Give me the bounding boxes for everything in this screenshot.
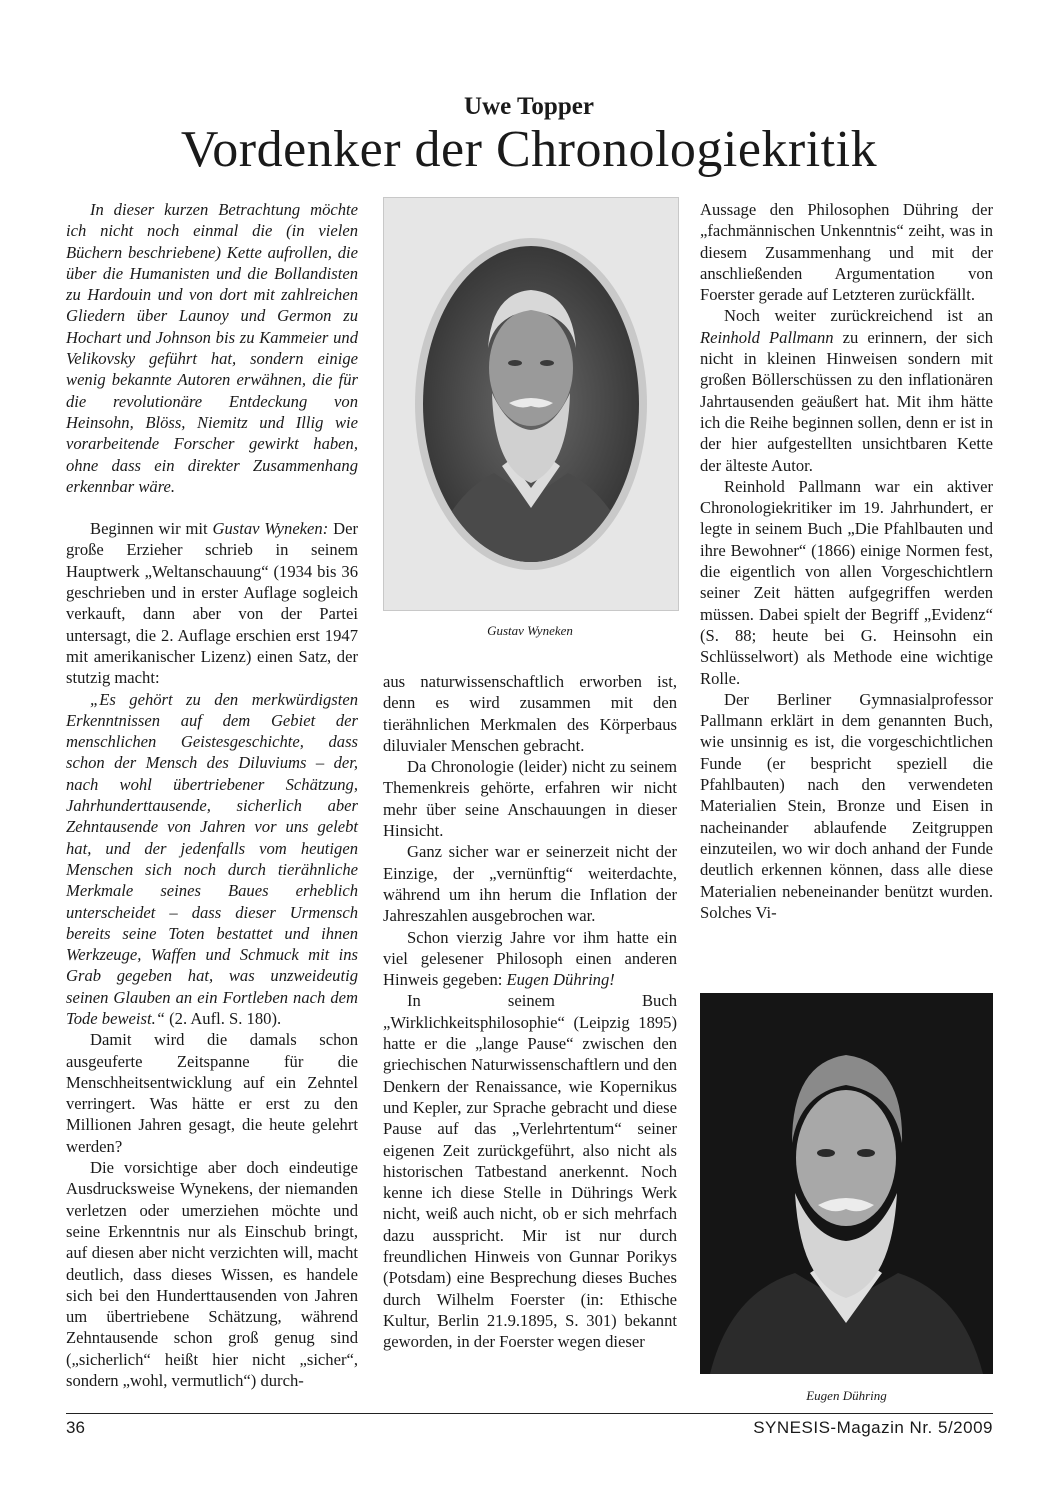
paragraph: In seinem Buch „Wirklichkeitsphilosophie“ (Leipzig 1895) hatte er die „lange Pause“ zwischen den griechischen Naturwissenschaftlern und den Denkern der Renaissance, wie Kopernikus und Kepler, zur Sprache gebracht und diese Pause auf das „Verlehrtentum“ seiner eigenen Zeit zurückgeführt, also nicht als historischen Tatbestand anerkennt. Noch kenne ich diese Stelle in Dührings Werk nicht, weiß auch nicht, ob er sich mehrfach dazu ausspricht. Mir ist nur durch freundlichen Hinweis von Gunnar Porikys (Potsdam) eine Besprechung dieses Buches durch Wilhelm Foerster (in: Ethische Kultur, Berlin 21.9.1895, S. 301) bekannt geworden, in der Foerster wegen dieser [383,991,677,1352]
column-2 [383,671,677,1353]
paragraph: Aussage den Philosophen Dühring der „fachmännischen Unkenntnis“ zeiht, was in diesem Zusammenhang und mit der anschließenden Argumentation von Foerster gerade auf Letzteren zurückfällt. [700,200,993,305]
page-number: 36 [66,1418,85,1437]
article-title: Vordenker der Chronologiekritik [180,121,878,178]
paragraph: Da Chronologie (leider) nicht zu seinem Themenkreis gehörte, erfahren wir nicht mehr über seine Anschauungen in dieser Hinsicht. [383,757,677,841]
paragraph-text: Beginnen wir mit [90,519,213,539]
paragraph-text: Der große Erzieher schrieb in seinem Hauptwerk „Weltanschauung“ (1934 bis 36 geschrieben und in erster Auflage sogleich verkauft, dann aber von der Partei untersagt, die 2. Auflage erschien erst 1947 mit amerikanischer Lizenz) einen Satz, der stutzig macht: [66,519,358,688]
column-3 [700,199,993,923]
person-name-pallmann: Reinhold Pallmann [700,327,834,347]
portrait-eugen-duehring [700,993,993,1374]
paragraph-wyneken [66,518,358,688]
author-name: Uwe Topper [464,93,594,120]
paragraph-pallmann [700,305,993,475]
paragraph: Reinhold Pallmann war ein aktiver Chronologiekritiker im 19. Jahrhundert, er legte in seinem Buch „Die Pfahlbauten und ihre Bewohner“ (1866) einige Normen fest, die eigentlich von allen Vorgeschichtlern seiner Zeit hätten aufgegriffen werden müssen. Dabei spielt der Begriff „Evidenz“ (S. 88; heute bei G. Heinsohn ein Schlüsselwort) als Methode eine wichtige Rolle. [700,476,993,688]
paragraph-duehring [383,927,677,991]
paragraph: Ganz sicher war er seinerzeit nicht der Einzige, der „vernünftig“ weiterdachte, während um ihn herum die Inflation der Jahreszahlen ausgebrochen war. [383,842,677,926]
quote-text: „Es gehört zu den merkwürdigsten Erkenntnissen auf dem Gebiet der menschlichen Geistesgeschichte, dass schon der Mensch des Diluviums – der, nach wohl übertriebener Schätzung, Jahrhunderttausende, sicherlich aber Zehntausende von Jahren vor uns gelebt hat, und der jedenfalls vom heutigen Menschen sich noch durch tierähnliche Merkmale seines Baues erheblich unterscheidet – dass dieser Urmensch bereits seine Toten bestattet und ihnen Werkzeuge, Waffen und Schmuck mit ins Grab gegeben hat, was unzweideutig seinen Glauben an ein Fortleben nach dem Tode beweist.“ [66,689,358,1028]
column-1 [66,199,358,1391]
paragraph: aus naturwissenschaftlich erworben ist, denn es wird zusammen mit den tierähnlichen Merkmalen des Körperbaus diluvialer Menschen gebracht. [383,672,677,755]
paragraph: Damit wird die damals schon ausgeuferte Zeitspanne für die Menschheitsentwicklung auf ein Zehntel verringert. Was hätte er erst zu den Millionen Jahren gesagt, die heute gelehrt werden? [66,1030,358,1156]
portrait-gustav-wyneken [383,197,679,611]
paragraph-text: Schon vierzig Jahre vor ihm hatte ein viel gelesener Philosoph einen anderen Hinweis gegeben: [383,927,677,990]
caption-eugen-duehring: Eugen Dühring [806,1388,887,1403]
intro-paragraph: In dieser kurzen Betrachtung möchte ich nicht noch einmal die (in vielen Büchern beschriebene) Kette aufrollen, die über die Humanisten und die Bollandisten zu Hardouin und von dort mit zahlreichen Gliedern über Launoy und Germon zu Hochart und Johnson bis zu Kammeier und Velikovsky geführt hat, sondern einige wenig bekannte Autoren erwähnen, die für die revolutionäre Entdeckung von Heinsohn, Blöss, Niemitz und Illig wie vorarbeitende Forscher gewirkt haben, ohne dass ein direkter Zusammenhang erkennbar wäre. [66,200,358,496]
person-name-wyneken: Gustav Wyneken: [212,519,329,539]
quote-reference: (2. Aufl. S. 180). [164,1008,282,1028]
paragraph: Der Berliner Gymnasialprofessor Pallmann erklärt in dem genannten Buch, wie unsinnig es ist, die vorgeschichtlichen Funde (er bespricht speziell die Pfahlbauten) nach den verwendeten Materialien Stein, Bronze und Eisen in nacheinander ablaufende Zeitgruppen einzuteilen, wo wir doch anhand der Funde deutlich erkennen können, dass alle diese Materialien nebeneinander benützt wurden. Solches Vi- [700,689,993,922]
magazine-issue: SYNESIS-Magazin Nr. 5/2009 [753,1418,993,1437]
caption-gustav-wyneken: Gustav Wyneken [487,623,573,638]
person-name-duehring: Eugen Dühring! [506,970,615,990]
paragraph: Die vorsichtige aber doch eindeutige Ausdrucksweise Wynekens, der niemanden verletzen oder umerziehen möchte und seine Erkenntnis nur als Einschub bringt, auf diesen aber nicht verzichten will, macht deutlich, dass dieses Wissen, es handele sich bei den Hunderttausenden von Jahren um übertriebene Schätzung, während Zehntausende schon groß genug sind („sicherlich“ heißt hier nicht „sicher“, sondern „wohl, vermutlich“) durch- [66,1158,358,1391]
quote-paragraph [66,689,358,1030]
paragraph-text: zu erinnern, der sich nicht in kleinen Hinweisen sondern mit großen Böllerschüssen zu den inflationären Jahrtausenden geäußert hat. Mit ihm hätte ich die Reihe beginnen sollen, denn er ist in der hier aufgestellten unsichtbaren Kette der älteste Autor. [700,327,993,475]
footer-rule [66,1413,993,1414]
paragraph-text: Noch weiter zurückreichend ist an [724,306,993,326]
